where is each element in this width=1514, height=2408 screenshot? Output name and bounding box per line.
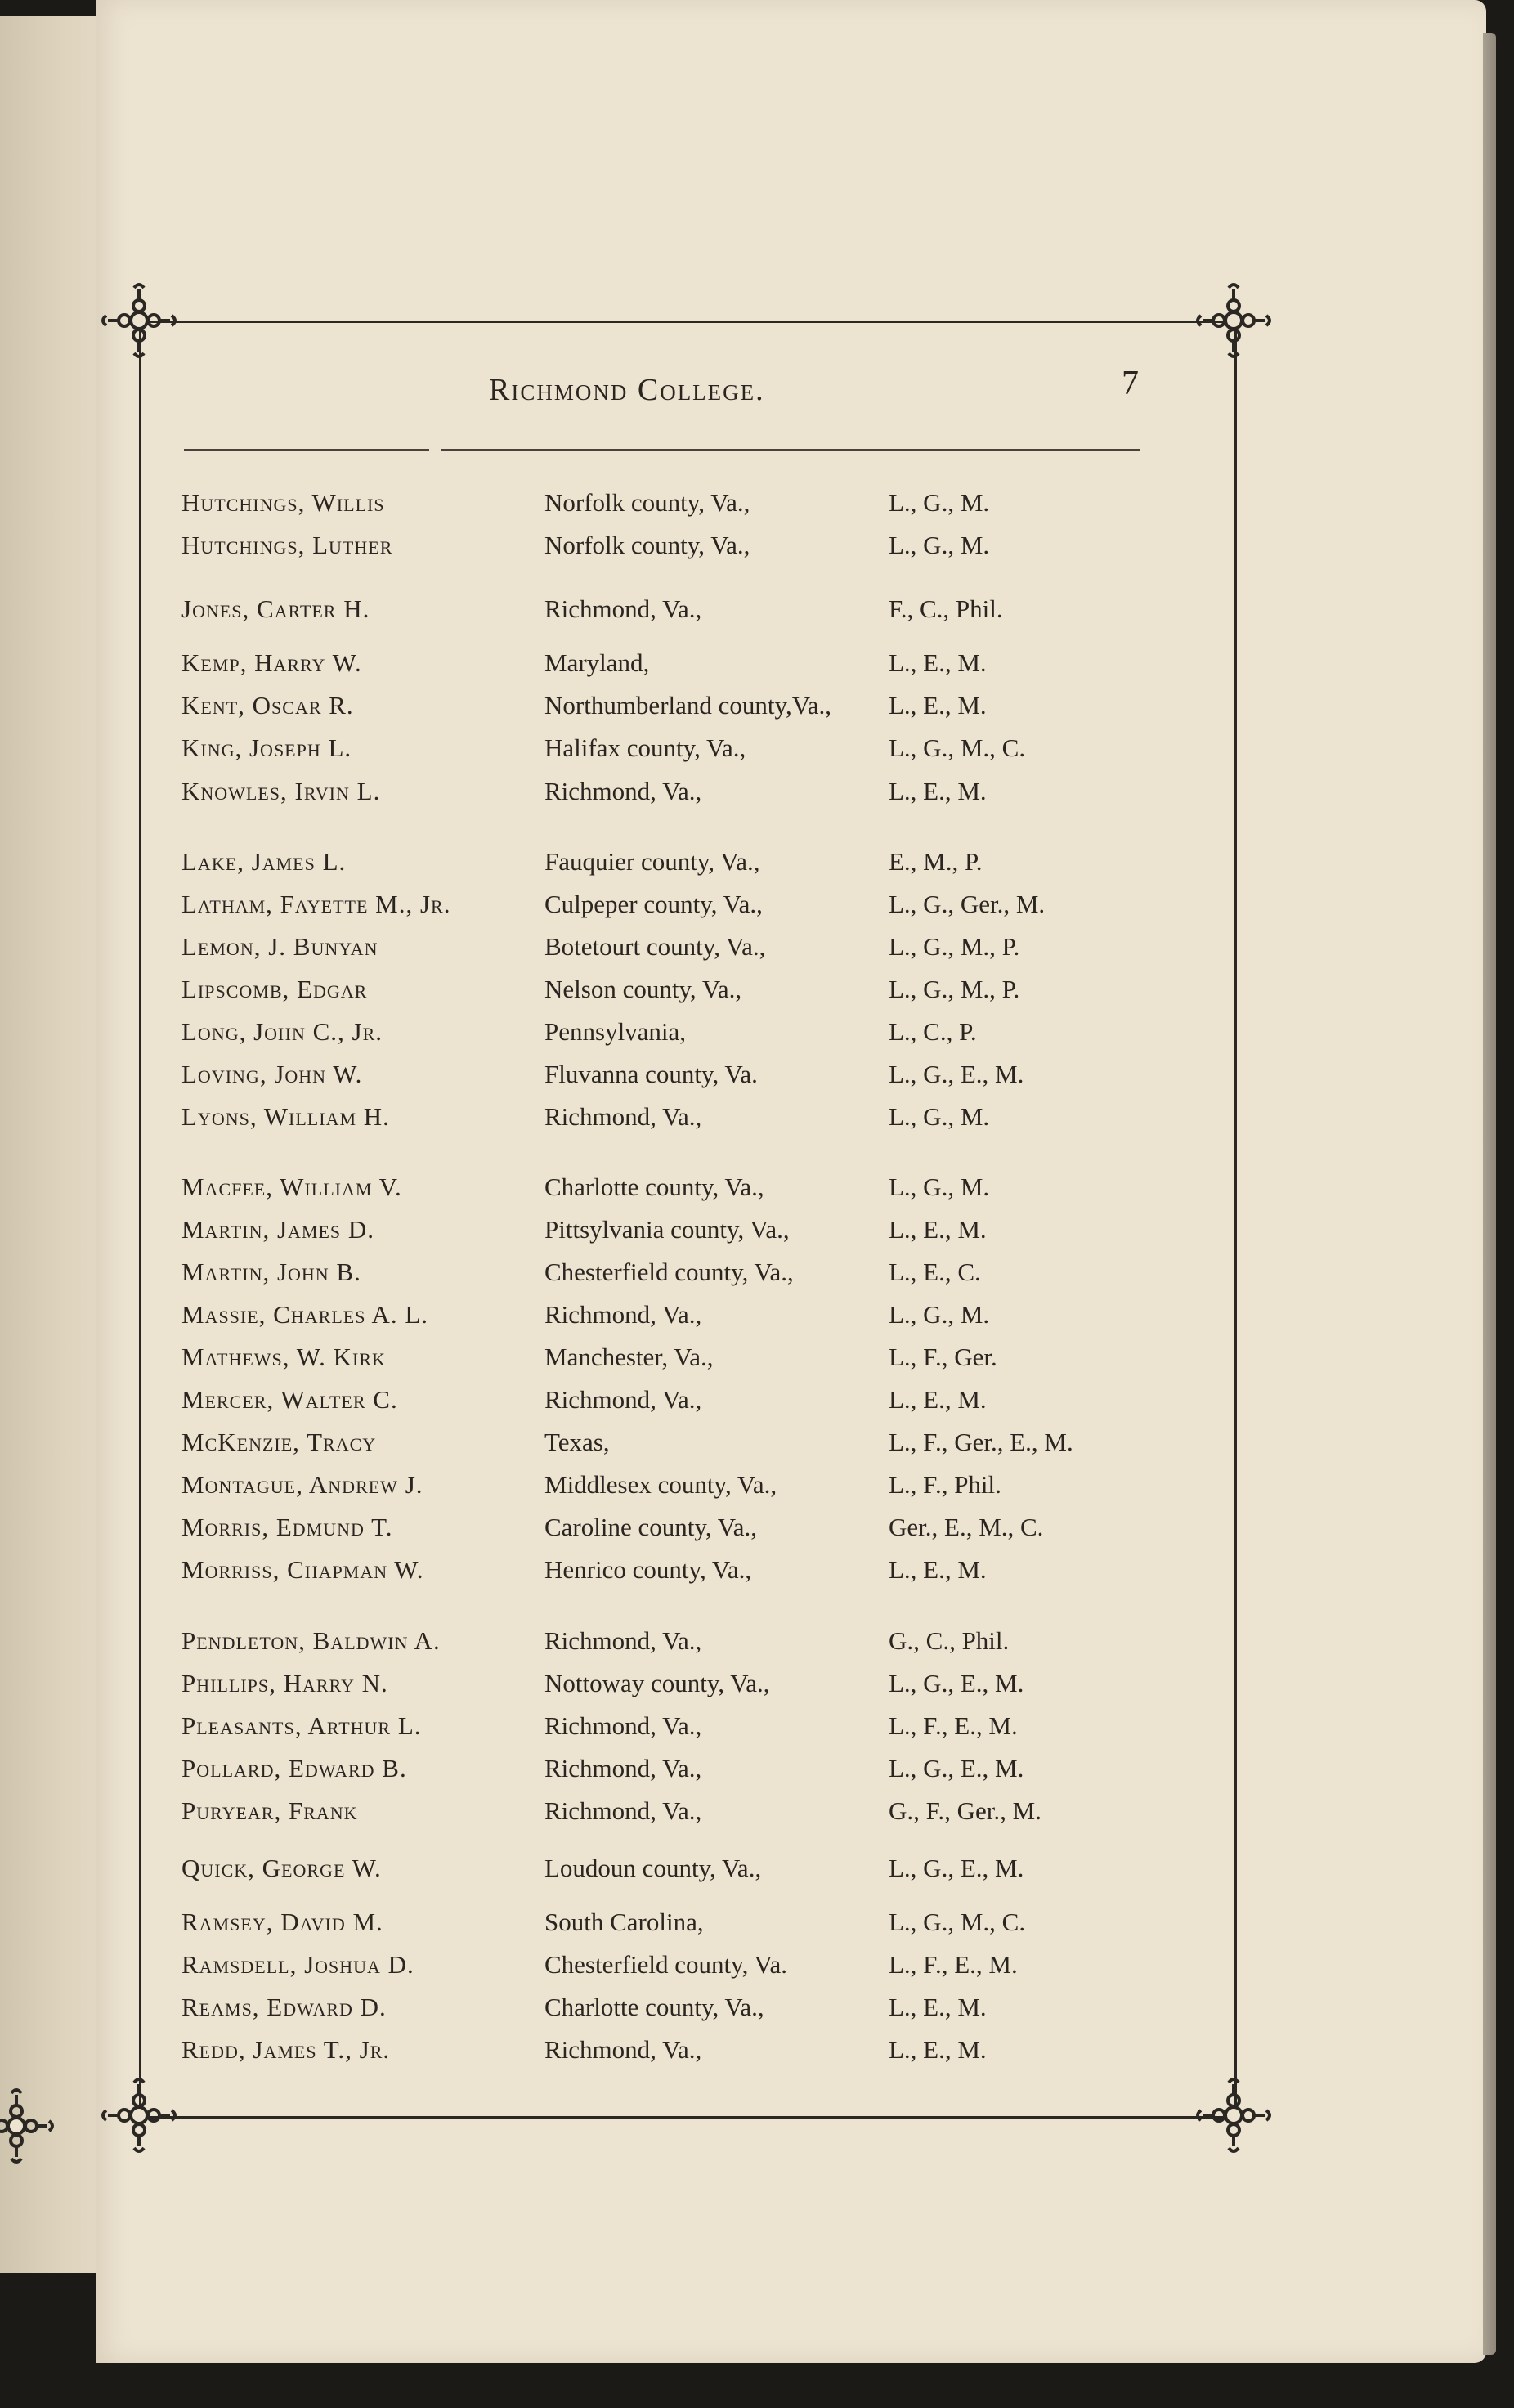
list-item <box>0 932 1514 965</box>
student-name: Redd, James T., Jr. <box>181 2035 391 2064</box>
student-name: Hutchings, Willis <box>181 488 385 517</box>
list-item <box>0 733 1514 766</box>
student-residence: Manchester, Va., <box>544 1343 714 1371</box>
student-residence: Middlesex county, Va., <box>544 1470 777 1499</box>
student-residence: Fauquier county, Va., <box>544 847 760 876</box>
student-residence: Culpeper county, Va., <box>544 890 763 918</box>
student-residence: Pennsylvania, <box>544 1017 687 1046</box>
list-item <box>0 1017 1514 1050</box>
student-residence: Richmond, Va., <box>544 1711 702 1740</box>
page-number: 7 <box>1122 365 1139 402</box>
student-name: Lemon, J. Bunyan <box>181 932 378 961</box>
student-courses: L., G., M. <box>889 1173 990 1201</box>
facing-page-ornament <box>0 2085 65 2167</box>
list-item <box>0 1626 1514 1659</box>
list-item <box>0 648 1514 681</box>
list-item <box>0 1754 1514 1787</box>
list-item <box>0 1669 1514 1702</box>
student-name: Mercer, Walter C. <box>181 1385 398 1414</box>
student-courses: L., E., M. <box>889 1993 987 2021</box>
list-item <box>0 1908 1514 1940</box>
list-item <box>0 1950 1514 1983</box>
student-residence: Loudoun county, Va., <box>544 1854 762 1882</box>
list-item <box>0 1343 1514 1375</box>
list-item <box>0 2035 1514 2068</box>
student-name: Pollard, Edward B. <box>181 1754 407 1782</box>
student-residence: Richmond, Va., <box>544 594 702 623</box>
list-item <box>0 1993 1514 2025</box>
student-courses: L., E., M. <box>889 648 987 677</box>
student-courses: L., F., E., M. <box>889 1711 1018 1740</box>
header-rule-right <box>441 449 1140 451</box>
student-courses: L., G., E., M. <box>889 1669 1024 1697</box>
student-residence: Fluvanna county, Va. <box>544 1060 758 1088</box>
student-name: Ramsdell, Joshua D. <box>181 1950 414 1979</box>
student-courses: L., G., M. <box>889 531 990 559</box>
student-courses: L., E., M. <box>889 777 987 805</box>
student-name: McKenzie, Tracy <box>181 1428 377 1456</box>
student-residence: Richmond, Va., <box>544 1754 702 1782</box>
student-courses: L., G., E., M. <box>889 1754 1024 1782</box>
student-name: Lyons, William H. <box>181 1102 390 1131</box>
student-name: Knowles, Irvin L. <box>181 777 381 805</box>
student-courses: L., G., M. <box>889 1300 990 1329</box>
list-item <box>0 1258 1514 1290</box>
student-name: Kemp, Harry W. <box>181 648 362 677</box>
running-head: Richmond College. <box>489 373 765 407</box>
student-residence: Henrico county, Va., <box>544 1555 752 1584</box>
student-courses: G., C., Phil. <box>889 1626 1010 1655</box>
student-courses: Ger., E., M., C. <box>889 1513 1044 1541</box>
student-name: Macfee, William V. <box>181 1173 402 1201</box>
student-name: Mathews, W. Kirk <box>181 1343 386 1371</box>
student-courses: L., E., M. <box>889 691 987 720</box>
student-courses: L., G., M., P. <box>889 932 1020 961</box>
student-residence: Botetourt county, Va., <box>544 932 766 961</box>
student-courses: L., G., E., M. <box>889 1854 1024 1882</box>
list-item <box>0 1215 1514 1248</box>
student-residence: Northumberland county,Va., <box>544 691 831 720</box>
corner-ornament-top-left <box>98 280 180 361</box>
student-name: Martin, James D. <box>181 1215 375 1244</box>
student-residence: South Carolina, <box>544 1908 704 1936</box>
student-residence: Norfolk county, Va., <box>544 488 750 517</box>
list-item <box>0 1173 1514 1205</box>
student-residence: Chesterfield county, Va., <box>544 1258 794 1286</box>
corner-ornament-bottom-right <box>1193 2074 1274 2156</box>
student-courses: L., E., M. <box>889 2035 987 2064</box>
student-name: Pleasants, Arthur L. <box>181 1711 422 1740</box>
student-courses: L., G., E., M. <box>889 1060 1024 1088</box>
student-residence: Texas, <box>544 1428 610 1456</box>
list-item <box>0 975 1514 1007</box>
student-residence: Richmond, Va., <box>544 1626 702 1655</box>
student-residence: Richmond, Va., <box>544 1102 702 1131</box>
list-item <box>0 1385 1514 1418</box>
student-courses: L., G., Ger., M. <box>889 890 1046 918</box>
corner-ornament-top-right <box>1193 280 1274 361</box>
list-item <box>0 1470 1514 1503</box>
list-item <box>0 1428 1514 1460</box>
student-courses: L., F., Phil. <box>889 1470 1001 1499</box>
student-name: Kent, Oscar R. <box>181 691 354 720</box>
student-name: Loving, John W. <box>181 1060 363 1088</box>
student-courses: L., E., M. <box>889 1385 987 1414</box>
student-courses: L., G., M. <box>889 488 990 517</box>
student-courses: L., G., M., C. <box>889 733 1026 762</box>
list-item <box>0 1711 1514 1744</box>
student-name: Pendleton, Baldwin A. <box>181 1626 441 1655</box>
student-residence: Chesterfield county, Va. <box>544 1950 788 1979</box>
student-name: Phillips, Harry N. <box>181 1669 388 1697</box>
student-courses: L., E., M. <box>889 1215 987 1244</box>
student-name: Puryear, Frank <box>181 1796 358 1825</box>
student-residence: Richmond, Va., <box>544 1796 702 1825</box>
student-residence: Pittsylvania county, Va., <box>544 1215 790 1244</box>
student-name: King, Joseph L. <box>181 733 352 762</box>
student-residence: Nelson county, Va., <box>544 975 742 1003</box>
list-item <box>0 847 1514 880</box>
student-courses: E., M., P. <box>889 847 983 876</box>
list-item <box>0 1796 1514 1829</box>
student-name: Ramsey, David M. <box>181 1908 383 1936</box>
student-name: Hutchings, Luther <box>181 531 393 559</box>
student-residence: Norfolk county, Va., <box>544 531 750 559</box>
student-name: Lake, James L. <box>181 847 347 876</box>
student-courses: L., F., Ger., E., M. <box>889 1428 1073 1456</box>
student-name: Morriss, Chapman W. <box>181 1555 424 1584</box>
list-item <box>0 1854 1514 1886</box>
student-courses: L., C., P. <box>889 1017 977 1046</box>
student-courses: L., G., M., P. <box>889 975 1020 1003</box>
list-item <box>0 1513 1514 1545</box>
student-residence: Charlotte county, Va., <box>544 1993 764 2021</box>
list-item <box>0 531 1514 563</box>
list-item <box>0 777 1514 809</box>
list-item <box>0 1555 1514 1588</box>
student-courses: G., F., Ger., M. <box>889 1796 1041 1825</box>
student-name: Latham, Fayette M., Jr. <box>181 890 451 918</box>
student-courses: F., C., Phil. <box>889 594 1003 623</box>
student-name: Lipscomb, Edgar <box>181 975 368 1003</box>
student-name: Jones, Carter H. <box>181 594 370 623</box>
student-name: Massie, Charles A. L. <box>181 1300 429 1329</box>
student-name: Montague, Andrew J. <box>181 1470 423 1499</box>
student-name: Martin, John B. <box>181 1258 361 1286</box>
list-item <box>0 691 1514 724</box>
list-item <box>0 890 1514 922</box>
student-courses: L., G., M. <box>889 1102 990 1131</box>
student-name: Reams, Edward D. <box>181 1993 387 2021</box>
student-residence: Caroline county, Va., <box>544 1513 758 1541</box>
student-courses: L., G., M., C. <box>889 1908 1026 1936</box>
student-residence: Maryland, <box>544 648 650 677</box>
student-name: Quick, George W. <box>181 1854 382 1882</box>
student-name: Long, John C., Jr. <box>181 1017 383 1046</box>
student-residence: Richmond, Va., <box>544 2035 702 2064</box>
list-item <box>0 1060 1514 1092</box>
student-courses: L., F., Ger. <box>889 1343 997 1371</box>
student-name: Morris, Edmund T. <box>181 1513 393 1541</box>
student-residence: Halifax county, Va., <box>544 733 746 762</box>
student-courses: L., E., C. <box>889 1258 981 1286</box>
list-item <box>0 1300 1514 1333</box>
corner-ornament-bottom-left <box>98 2074 180 2156</box>
list-item <box>0 488 1514 521</box>
student-courses: L., F., E., M. <box>889 1950 1018 1979</box>
student-residence: Charlotte county, Va., <box>544 1173 764 1201</box>
student-residence: Richmond, Va., <box>544 1300 702 1329</box>
student-residence: Nottoway county, Va., <box>544 1669 770 1697</box>
student-courses: L., E., M. <box>889 1555 987 1584</box>
header-rule-left <box>184 449 429 451</box>
list-item <box>0 1102 1514 1135</box>
student-residence: Richmond, Va., <box>544 777 702 805</box>
list-item <box>0 594 1514 627</box>
student-residence: Richmond, Va., <box>544 1385 702 1414</box>
